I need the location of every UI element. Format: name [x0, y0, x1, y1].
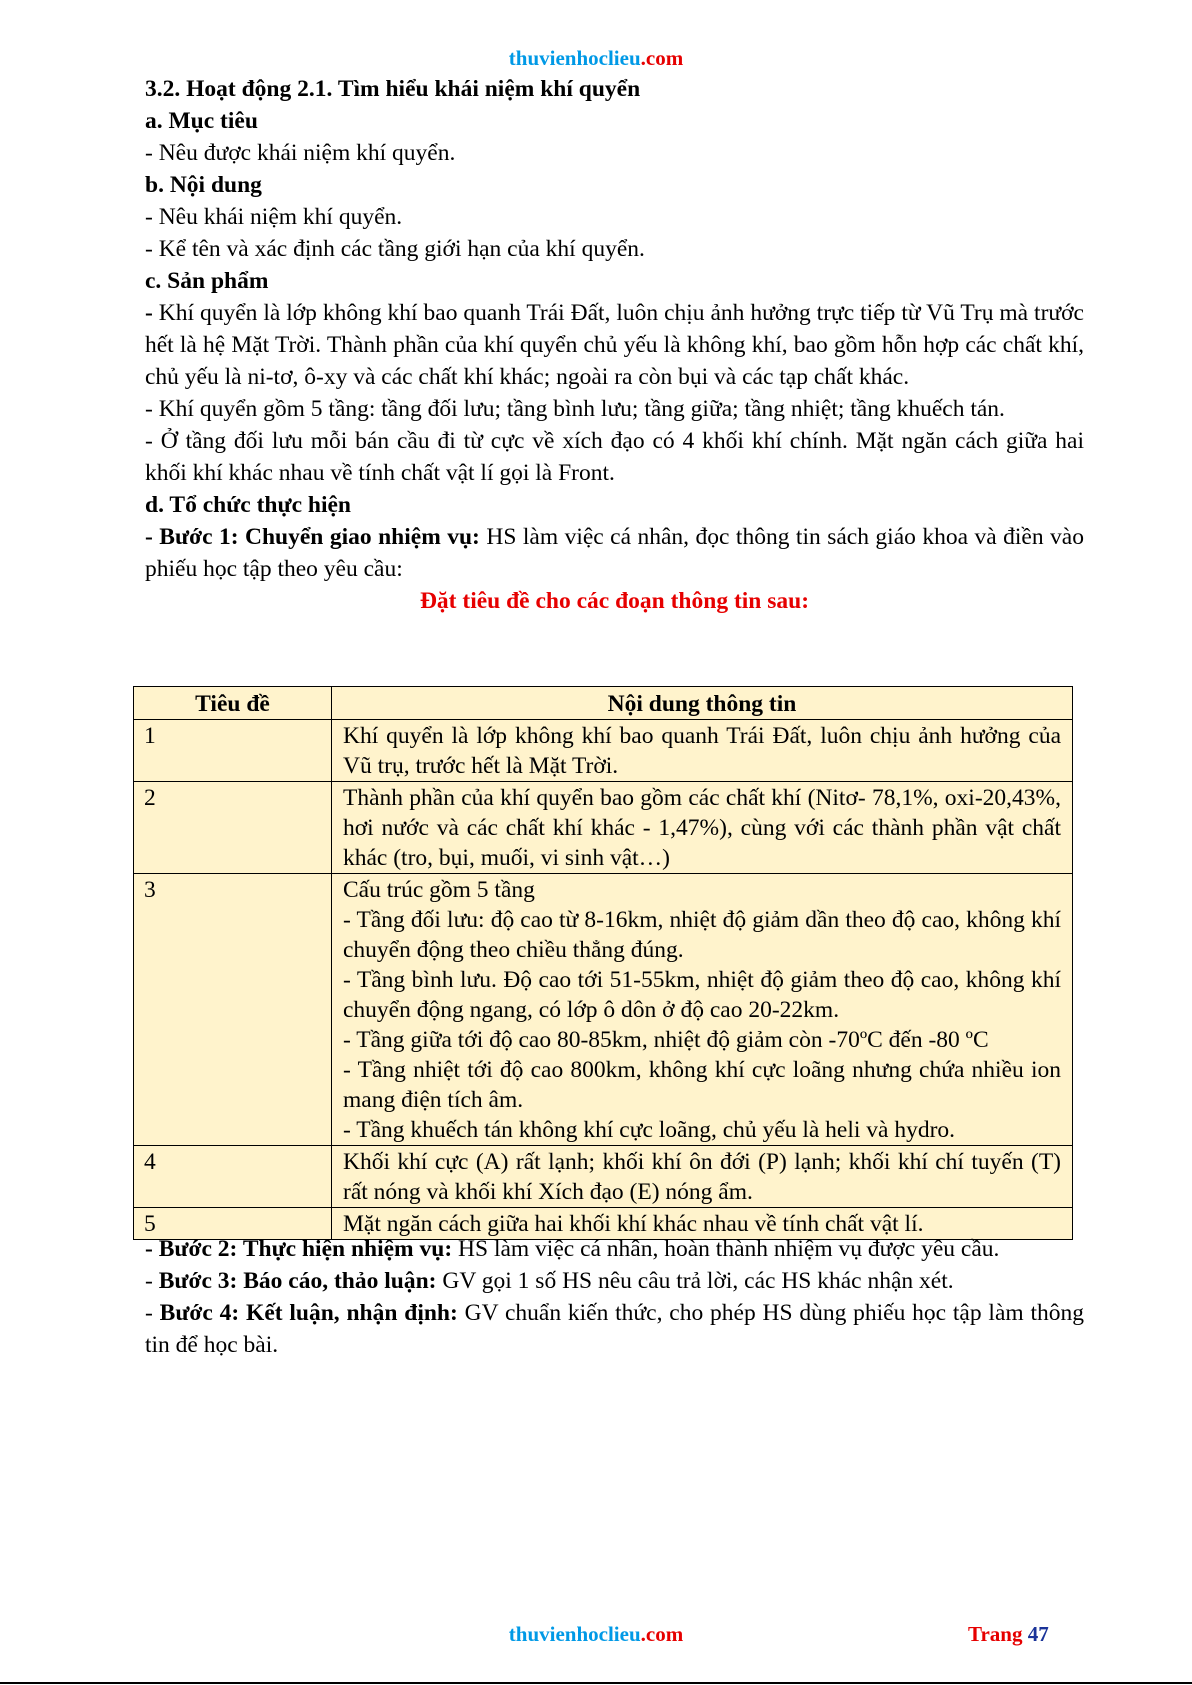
step-label: Bước 4: Kết luận, nhận định:	[159, 1300, 458, 1326]
site-domain: .com	[640, 46, 684, 70]
site-domain: .com	[640, 1622, 684, 1646]
product-text: Khí quyển là lớp không khí bao quanh Trái Đất, luôn chịu ảnh hưởng trực tiếp từ Vũ Trụ mà trước hết là hệ Mặt Trời. Thành phần của khí quyển chủ yếu là không khí, bao gồm hỗn hợp các chất khí, chủ yếu là ni-tơ, ô-xy và các chất khí khác; ngoài ra còn bụi và các tạp chất khác.	[145, 300, 1084, 390]
site-header	[0, 46, 1192, 71]
row-content: Khí quyển là lớp không khí bao quanh Trái Đất, luôn chịu ảnh hưởng của Vũ trụ, trước hết là Mặt Trời.	[332, 720, 1073, 782]
dash: -	[145, 1268, 159, 1294]
step-label: - Bước 1: Chuyển giao nhiệm vụ:	[145, 524, 480, 550]
goal-heading: a. Mục tiêu	[145, 108, 258, 134]
step-3	[145, 1265, 1084, 1297]
product-heading: c. Sản phẩm	[145, 268, 269, 294]
product-paragraph: - Khí quyển gồm 5 tầng: tầng đối lưu; tầng bình lưu; tầng giữa; tầng nhiệt; tầng khuếch tán.	[145, 396, 1005, 422]
row-content: Khối khí cực (A) rất lạnh; khối khí ôn đới (P) lạnh; khối khí chí tuyến (T) rất nóng và khối khí Xích đạo (E) nóng ẩm.	[332, 1146, 1073, 1208]
table-header-row	[134, 687, 1073, 720]
step-text: GV gọi 1 số HS nêu câu trả lời, các HS khác nhận xét.	[436, 1268, 954, 1294]
step-text: HS làm việc cá nhân, hoàn thành nhiệm vụ được yêu cầu.	[452, 1236, 1000, 1262]
column-header: Nội dung thông tin	[332, 687, 1073, 720]
worksheet-title: Đặt tiêu đề cho các đoạn thông tin sau:	[419, 588, 810, 614]
row-content: Thành phần của khí quyển bao gồm các chất khí (Nitơ- 78,1%, oxi-20,43%, hơi nước và các chất khí khác - 1,47%), cùng với các thành phần vật chất khác (tro, bụi, muối, vi sinh vật…)	[332, 782, 1073, 874]
step-4	[145, 1297, 1084, 1361]
row-number: 5	[134, 1208, 332, 1240]
row-number: 4	[134, 1146, 332, 1208]
row-number: 2	[134, 782, 332, 874]
content-item: - Nêu khái niệm khí quyển.	[145, 204, 403, 230]
step-label: Bước 3: Báo cáo, thảo luận:	[158, 1268, 437, 1294]
content-line: - Tầng bình lưu. Độ cao tới 51-55km, nhiệt độ giảm theo độ cao, không khí chuyển động ngang, có lớp ô dôn ở độ cao 20-22km.	[343, 967, 1061, 1023]
dash: -	[145, 1300, 160, 1326]
steps-after	[145, 1233, 1084, 1361]
section-title: 3.2. Hoạt động 2.1. Tìm hiểu khái niệm khí quyển	[145, 76, 641, 102]
organize-heading: d. Tổ chức thực hiện	[145, 492, 352, 518]
table-row	[134, 1146, 1073, 1208]
page-number-value: 47	[1027, 1622, 1049, 1646]
row-number: 1	[134, 720, 332, 782]
step-2	[145, 1233, 1084, 1265]
main-content	[145, 73, 1084, 617]
step-1	[145, 521, 1084, 585]
worksheet-table	[133, 686, 1073, 1240]
product-paragraph	[145, 297, 1084, 393]
table-row	[134, 782, 1073, 874]
column-header: Tiêu đề	[134, 687, 332, 720]
product-paragraph: - Ở tầng đối lưu mỗi bán cầu đi từ cực về xích đạo có 4 khối khí chính. Mặt ngăn cách giữa hai khối khí khác nhau về tính chất vật lí gọi là Front.	[145, 428, 1084, 486]
goal-item: - Nêu được khái niệm khí quyển.	[145, 140, 456, 166]
bottom-divider	[0, 1682, 1192, 1684]
page-label: Trang	[968, 1622, 1028, 1646]
step-label: - Bước 2: Thực hiện nhiệm vụ:	[145, 1236, 453, 1262]
step-text: HS làm việc cá nhân, đọc thông tin sách giáo khoa và điền vào phiếu học tập theo yêu cầu:	[145, 524, 1084, 582]
table-row	[134, 720, 1073, 782]
step-text: GV chuẩn kiến thức, cho phép HS dùng phiếu học tập làm thông tin để học bài.	[145, 1300, 1084, 1358]
content-line: - Tầng giữa tới độ cao 80-85km, nhiệt độ giảm còn -70ºC đến -80 ºC	[343, 1027, 989, 1053]
content-line: Cấu trúc gồm 5 tầng	[343, 877, 535, 903]
content-line: - Tầng khuếch tán không khí cực loãng, chủ yếu là heli và hydro.	[343, 1117, 956, 1143]
page-number	[968, 1622, 1049, 1647]
row-content: Mặt ngăn cách giữa hai khối khí khác nhau về tính chất vật lí.	[332, 1208, 1073, 1240]
site-name: thuvienhoclieu	[508, 1622, 641, 1646]
content-heading: b. Nội dung	[145, 172, 262, 198]
row-number: 3	[134, 874, 332, 1146]
site-name: thuvienhoclieu	[508, 46, 641, 70]
content-item: - Kể tên và xác định các tầng giới hạn của khí quyển.	[145, 236, 645, 262]
content-line: - Tầng đối lưu: độ cao từ 8-16km, nhiệt độ giảm dần theo độ cao, không khí chuyển động theo chiều thẳng đúng.	[343, 907, 1061, 963]
dash: -	[145, 300, 153, 326]
content-line: - Tầng nhiệt tới độ cao 800km, không khí cực loãng nhưng chứa nhiều ion mang điện tích âm.	[343, 1057, 1061, 1113]
row-content	[332, 874, 1073, 1146]
table-row	[134, 874, 1073, 1146]
